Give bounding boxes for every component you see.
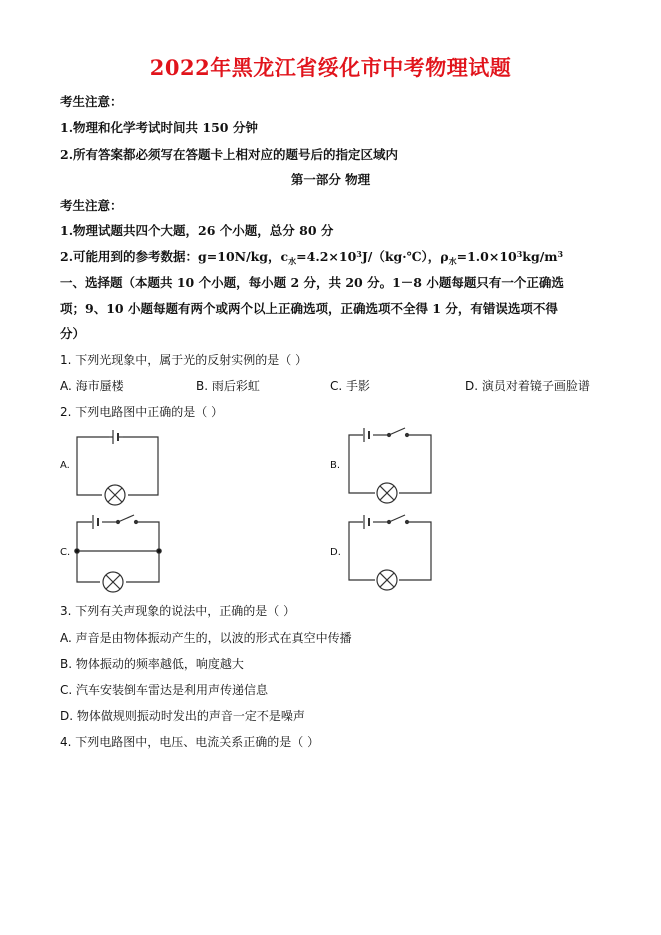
q3-option-c: C. 汽车安装倒车雷达是利用声传递信息 (60, 683, 269, 697)
notice-item: 2.所有答案都必须写在答题卡上相对应的题号后的指定区域内 (60, 147, 399, 162)
circuit-b-switch-blade (389, 428, 405, 435)
circuit-c-wire (77, 522, 100, 582)
section-heading: 分） (60, 326, 86, 341)
circuit-a-wire (77, 437, 109, 495)
circuit-d-diagram (345, 512, 440, 594)
circuit-b-wire (349, 435, 375, 493)
circuit-d-switch-contact (406, 521, 409, 524)
circuit-c-diagram (70, 512, 170, 594)
circuit-b-label: B. (330, 460, 341, 471)
q1-option-d: D. 演员对着镜子画脸谱 (465, 379, 590, 393)
section-heading: 一、选择题（本题共 10 个小题，每小题 2 分，共 20 分。1－8 小题每题只有一个正确选 (60, 275, 564, 290)
circuit-c-switch-blade (118, 515, 134, 522)
circuit-c-label: C. (60, 547, 71, 558)
question-4-stem: 4. 下列电路图中，电压、电流关系正确的是（ ） (60, 735, 320, 749)
q3-option-d: D. 物体做规则振动时发出的声音一定不是噪声 (60, 709, 305, 723)
circuit-b-switch-contact (406, 434, 409, 437)
part-title: 第一部分 物理 (290, 172, 371, 187)
circuit-a-wire (123, 437, 158, 495)
notice-item: 1.物理试题共四个大题，26 个小题，总分 80 分 (60, 223, 334, 238)
reference-data: 2.可能用到的参考数据：g=10N/kg，$c_水=4.2\times 10^3J/(kg\cdot℃)$，$\rho_水=1.0\times 10^3kg/m^3$ (60, 249, 564, 266)
circuit-b-wire (399, 435, 431, 493)
question-3-stem: 3. 下列有关声现象的说法中，正确的是（ ） (60, 604, 296, 618)
circuit-a-diagram (72, 428, 172, 508)
exam-title: 2022年黑龙江省绥化市中考物理试题 (149, 55, 512, 80)
q3-option-a: A. 声音是由物体振动产生的，以波的形式在真空中传播 (60, 631, 352, 645)
circuit-c-junction (157, 549, 161, 553)
q1-option-c: C. 手影 (330, 379, 371, 393)
circuit-d-wire (399, 522, 431, 580)
q1-option-a: A. 海市蜃楼 (60, 379, 124, 393)
circuit-a-label: A. (60, 460, 70, 471)
q1-option-b: B. 雨后彩虹 (196, 379, 260, 393)
circuit-d-switch-blade (389, 515, 405, 522)
circuit-d-wire (349, 522, 375, 580)
circuit-c-switch-contact (135, 521, 138, 524)
circuit-d-label: D. (330, 547, 341, 558)
circuit-c-wire (126, 522, 159, 582)
circuit-c-junction (75, 549, 79, 553)
circuit-b-diagram (345, 425, 440, 505)
notice-item: 1.物理和化学考试时间共 150 分钟 (60, 120, 258, 135)
notice-heading: 考生注意： (60, 94, 123, 109)
question-1-stem: 1. 下列光现象中，属于光的反射实例的是（ ） (60, 353, 308, 367)
q3-option-b: B. 物体振动的频率越低，响度越大 (60, 657, 244, 671)
section-heading: 项；9、10 小题每题有两个或两个以上正确选项，正确选项不全得 1 分，有错误选项不得 (60, 301, 558, 316)
question-2-stem: 2. 下列电路图中正确的是（ ） (60, 405, 224, 419)
notice-heading: 考生注意： (60, 198, 123, 213)
